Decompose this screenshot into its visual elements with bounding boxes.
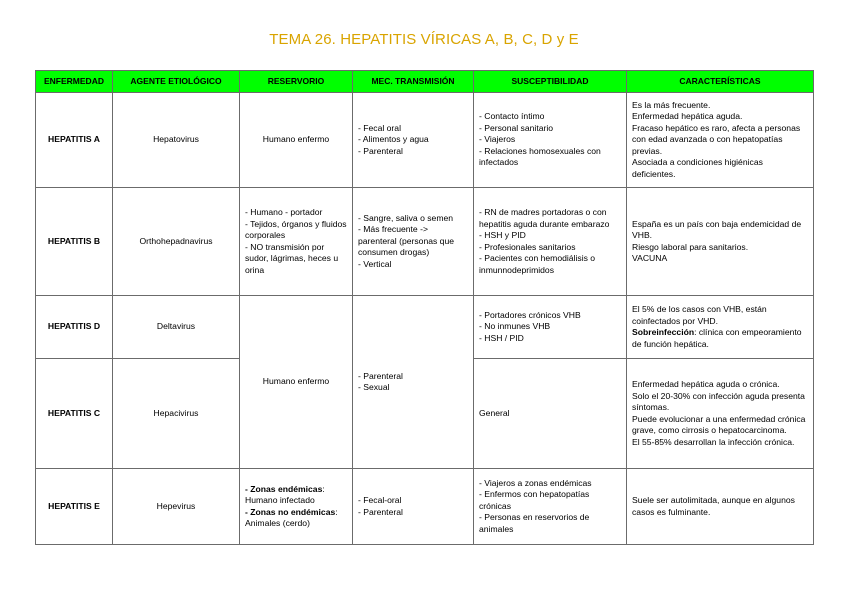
susceptibility-cell (474, 469, 627, 545)
list-item: - Portadores crónicos VHB (479, 309, 581, 320)
list-item: - Viajeros a zonas endémicas (479, 477, 592, 488)
susceptibility-cell: General (474, 359, 627, 469)
table-row-hepatitis-d (36, 296, 814, 359)
agent-cell: Deltavirus (113, 296, 240, 359)
list-item: - Vertical (358, 258, 392, 269)
term-description: : clínica con empeoramiento de función hepática. (632, 327, 802, 349)
transmission-cell (353, 93, 474, 188)
list-item: Es la más frecuente. (632, 99, 711, 110)
bold-term: - Zonas no endémicas (245, 506, 336, 517)
characteristics-cell (627, 296, 814, 359)
reservoir-cell: Humano enfermo (240, 93, 353, 188)
list-item: - Relaciones homosexuales con infectados (479, 145, 601, 168)
term-description: : Humano infectado (245, 483, 325, 505)
table-row-hepatitis-e (36, 469, 814, 545)
list-item: - Parenteral (358, 506, 403, 517)
table-row-hepatitis-b (36, 188, 814, 296)
transmission-cell-shared (353, 296, 474, 469)
list-item: - Enfermos con hepatopatías crónicas (479, 489, 590, 511)
list-item: - RN de madres portadoras o con hepatitis aguda durante embarazo (479, 207, 610, 229)
disease-cell: HEPATITIS C (36, 359, 113, 469)
list-item: Asociada a condiciones higiénicas deficientes. (632, 157, 763, 179)
list-item: VACUNA (632, 253, 668, 263)
list-item: - Alimentos y agua (358, 134, 429, 145)
list-item: - HSH / PID (479, 332, 524, 343)
list-item: - No inmunes VHB (479, 321, 551, 332)
header-reservorio: RESERVORIO (240, 71, 353, 93)
list-item: Enfermedad hepática aguda o crónica. (632, 379, 780, 389)
list-item: Riesgo laboral para sanitarios. (632, 241, 749, 252)
characteristics-cell (627, 93, 814, 188)
agent-cell: Hepevirus (113, 469, 240, 545)
list-item: España es un país con baja endemicidad de VHB. (632, 218, 802, 240)
characteristics-cell (627, 188, 814, 296)
list-item: - Sangre, saliva o semen (358, 212, 454, 223)
list-item (245, 507, 347, 530)
table-header-row (36, 71, 814, 93)
list-item: El 5% de los casos con VHB, están coinfectados por VHD. (632, 304, 767, 326)
list-item: - Pacientes con hemodiálisis o inmunnodeprimidos (479, 253, 596, 275)
list-item: - NO transmisión por sudor, lágrimas, heces u orina (245, 241, 339, 275)
reservoir-cell (240, 188, 353, 296)
list-item: Puede evolucionar a una enfermedad crónica grave, como cirrosis o hepatocarcinoma. (632, 413, 806, 435)
list-item: - Parenteral (358, 370, 403, 381)
bold-term: Sobreinfección (632, 327, 695, 337)
list-item: - Personal sanitario (479, 122, 554, 133)
table-row-hepatitis-a (36, 93, 814, 188)
agent-cell: Orthohepadnavirus (113, 188, 240, 296)
disease-cell: HEPATITIS B (36, 188, 113, 296)
list-item: - Viajeros (479, 134, 516, 145)
list-item: Enfermedad hepática aguda. (632, 111, 743, 122)
hepatitis-table (35, 70, 814, 545)
list-item: - Humano - portador (245, 207, 323, 217)
reservoir-cell-shared: Humano enfermo (240, 296, 353, 469)
list-item: Solo el 20-30% con infección aguda presenta síntomas. (632, 390, 805, 412)
term-description: : Animales (cerdo) (245, 506, 338, 528)
list-item: - Profesionales sanitarios (479, 241, 576, 252)
list-item: El 55-85% desarrollan la infección crónica. (632, 436, 795, 447)
header-agente-etiologico: AGENTE ETIOLÓGICO (113, 71, 240, 93)
header-caracteristicas: CARACTERÍSTICAS (627, 71, 814, 93)
page-title: TEMA 26. HEPATITIS VÍRICAS A, B, C, D y E (269, 31, 579, 48)
list-item: - Personas en reservorios de animales (479, 512, 590, 534)
bold-term: - Zonas endémicas (245, 483, 323, 494)
list-item: - Sexual (358, 382, 390, 392)
list-item: - HSH y PID (479, 230, 526, 240)
list-item: - Tejidos, órganos y fluidos corporales (245, 218, 347, 240)
list-item: - Fecal-oral (358, 495, 402, 505)
header-susceptibilidad: SUSCEPTIBILIDAD (474, 71, 627, 93)
reservoir-cell (240, 469, 353, 545)
list-item: Fracaso hepático es raro, afecta a personas con edad avanzada o con hepatopatías previas. (632, 122, 801, 156)
agent-cell: Hepacivirus (113, 359, 240, 469)
list-item: - Más frecuente -> parenteral (personas que consumen drogas) (358, 224, 455, 258)
header-mec-transmision: MEC. TRANSMISIÓN (353, 71, 474, 93)
transmission-cell (353, 188, 474, 296)
susceptibility-cell (474, 93, 627, 188)
list-item (632, 327, 808, 350)
transmission-cell (353, 469, 474, 545)
disease-cell: HEPATITIS A (36, 93, 113, 188)
list-item: - Contacto íntimo (479, 111, 545, 122)
list-item (245, 484, 347, 507)
header-enfermedad: ENFERMEDAD (36, 71, 113, 93)
characteristics-cell: Suele ser autolimitada, aunque en algunos casos es fulminante. (627, 469, 814, 545)
disease-cell: HEPATITIS D (36, 296, 113, 359)
agent-cell: Hepatovirus (113, 93, 240, 188)
characteristics-cell (627, 359, 814, 469)
susceptibility-cell (474, 296, 627, 359)
disease-cell: HEPATITIS E (36, 469, 113, 545)
list-item: - Fecal oral (358, 122, 401, 133)
susceptibility-cell (474, 188, 627, 296)
list-item: - Parenteral (358, 145, 403, 156)
